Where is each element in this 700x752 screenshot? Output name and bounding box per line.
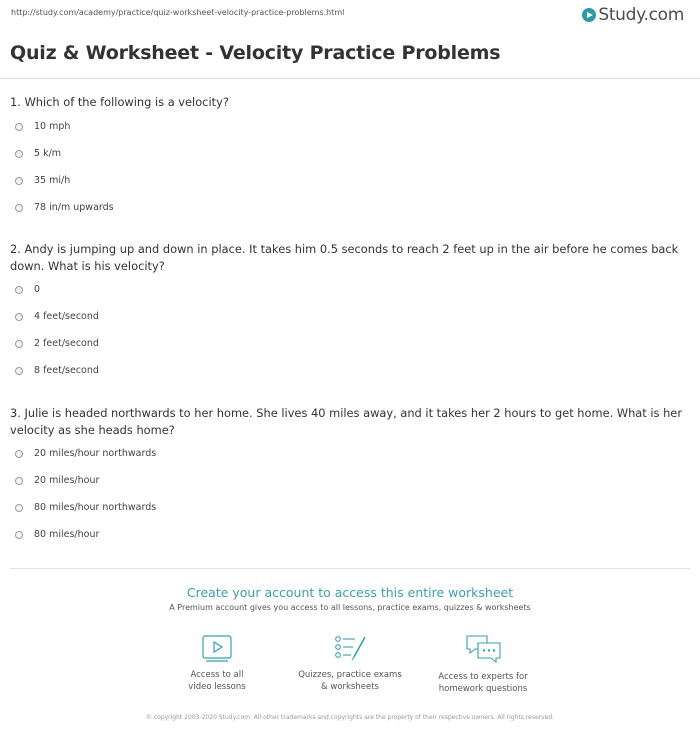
chat-bubbles-icon	[463, 633, 503, 665]
section-divider	[10, 568, 690, 569]
answer-label: 78 in/m upwards	[34, 202, 114, 213]
answer-option[interactable]	[10, 467, 690, 494]
answer-option[interactable]	[10, 521, 690, 548]
radio-button[interactable]	[15, 286, 23, 294]
answer-options	[10, 440, 690, 548]
question-text: 3. Julie is headed northwards to her home. She lives 40 miles away, and it takes her 2 hours to get home. What is her velocity as she heads home?	[10, 406, 682, 437]
radio-button[interactable]	[15, 504, 23, 512]
feature-video-lessons	[157, 633, 277, 693]
feature-label: Access to experts for homework questions	[438, 672, 528, 694]
create-account-link[interactable]: Create your account to access this entire worksheet	[186, 585, 514, 600]
answer-label: 4 feet/second	[34, 311, 99, 322]
answer-label: 20 miles/hour	[34, 475, 100, 486]
answer-label: 20 miles/hour northwards	[34, 448, 157, 459]
answer-label: 35 mi/h	[34, 175, 71, 186]
page-url: http://study.com/academy/practice/quiz-worksheet-velocity-practice-problems.html	[11, 8, 345, 17]
study-logo[interactable]	[582, 5, 684, 25]
answer-option[interactable]	[10, 330, 690, 357]
radio-button[interactable]	[15, 477, 23, 485]
answer-option[interactable]	[10, 167, 690, 194]
radio-button[interactable]	[15, 150, 23, 158]
radio-button[interactable]	[15, 367, 23, 375]
page-title: Quiz & Worksheet - Velocity Practice Problems	[10, 42, 501, 64]
answer-option[interactable]	[10, 194, 690, 221]
radio-button[interactable]	[15, 204, 23, 212]
answer-label: 10 mph	[34, 121, 71, 132]
copyright-footer: © copyright 2003-2020 Study.com. All other trademarks and copyrights are the property of their respective owners. All rights reserved.	[145, 714, 555, 721]
feature-label: Access to all video lessons	[188, 670, 246, 692]
video-icon	[200, 633, 234, 663]
question-1	[10, 94, 690, 221]
title-divider	[0, 78, 700, 79]
answer-option[interactable]	[10, 440, 690, 467]
radio-button[interactable]	[15, 123, 23, 131]
radio-button[interactable]	[15, 340, 23, 348]
answer-option[interactable]	[10, 113, 690, 140]
logo-text: Study.com	[598, 5, 684, 25]
answer-label: 2 feet/second	[34, 338, 99, 349]
feature-experts	[423, 633, 543, 695]
answer-label: 0	[34, 284, 41, 295]
quiz-list-icon	[332, 633, 368, 663]
answer-option[interactable]	[10, 140, 690, 167]
answer-option[interactable]	[10, 494, 690, 521]
answer-label: 8 feet/second	[34, 365, 99, 376]
answer-label: 80 miles/hour northwards	[34, 502, 157, 513]
radio-button[interactable]	[15, 531, 23, 539]
answer-label: 5 k/m	[34, 148, 62, 159]
answer-option[interactable]	[10, 303, 690, 330]
question-2	[10, 241, 690, 384]
question-3	[10, 405, 690, 548]
answer-options	[10, 113, 690, 221]
answer-option[interactable]	[10, 276, 690, 303]
feature-label: Quizzes, practice exams & worksheets	[298, 670, 402, 692]
feature-quizzes	[290, 633, 410, 693]
radio-button[interactable]	[15, 313, 23, 321]
question-text: 1. Which of the following is a velocity?	[10, 95, 229, 109]
top-bar	[0, 0, 700, 36]
question-text: 2. Andy is jumping up and down in place. It takes him 0.5 seconds to reach 2 feet up in the air before he comes back down. What is his velocity?	[10, 242, 679, 273]
answer-options	[10, 276, 690, 384]
play-icon	[582, 8, 596, 22]
radio-button[interactable]	[15, 450, 23, 458]
premium-description: A Premium account gives you access to all lessons, practice exams, quizzes & worksheets	[169, 603, 531, 612]
answer-label: 80 miles/hour	[34, 529, 100, 540]
radio-button[interactable]	[15, 177, 23, 185]
answer-option[interactable]	[10, 357, 690, 384]
